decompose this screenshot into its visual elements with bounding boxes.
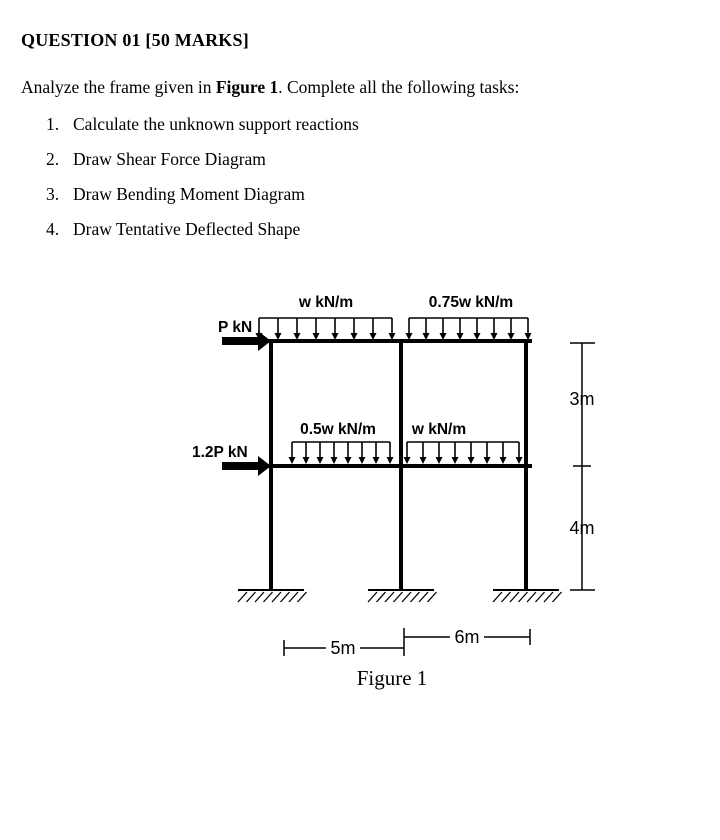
intro-suffix: . Complete all the following tasks: — [278, 77, 520, 97]
udl-mid-left — [292, 442, 390, 457]
task-text: Draw Bending Moment Diagram — [73, 184, 305, 204]
point-load-label-top: P kN — [218, 319, 253, 336]
dim-label-3m: 3m — [569, 389, 595, 409]
task-number: 1. — [46, 114, 60, 134]
question-heading: QUESTION 01 [50 MARKS] — [21, 30, 249, 50]
udl-label-mid-right: w kN/m — [411, 421, 467, 438]
question-text-block — [0, 0, 720, 247]
udl-top-right — [409, 318, 528, 333]
load-labels — [192, 294, 513, 461]
task-list — [21, 107, 700, 247]
intro-figure-ref: Figure 1 — [215, 77, 279, 97]
dimension-right — [570, 343, 595, 590]
task-item-2 — [21, 142, 700, 177]
task-number: 2. — [46, 149, 60, 169]
task-text: Calculate the unknown support reactions — [73, 114, 359, 134]
dim-label-6m: 6m — [454, 627, 480, 647]
task-number: 4. — [46, 219, 60, 239]
figure-1 — [180, 288, 620, 700]
task-text: Draw Tentative Deflected Shape — [73, 219, 301, 239]
udl-label-top-left: w kN/m — [298, 294, 354, 311]
udl-top-left — [259, 318, 392, 333]
question-intro — [21, 77, 700, 98]
middle-fixed-support — [368, 590, 437, 602]
supports — [238, 590, 562, 602]
udl-label-top-right: 0.75w kN/m — [428, 294, 514, 311]
dim-label-5m: 5m — [330, 638, 356, 658]
udl-label-mid-left: 0.5w kN/m — [300, 421, 376, 438]
task-item-1 — [21, 107, 700, 142]
dim-label-4m: 4m — [569, 518, 595, 538]
right-fixed-support — [493, 590, 562, 602]
intro-prefix: Analyze the frame given in — [21, 77, 216, 97]
task-item-4 — [21, 212, 700, 247]
point-load-label-mid: 1.2P kN — [192, 444, 248, 461]
task-number: 3. — [46, 184, 60, 204]
dimension-bottom — [284, 628, 530, 656]
frame-figure-svg — [180, 288, 620, 700]
task-text: Draw Shear Force Diagram — [73, 149, 266, 169]
figure-caption: Figure 1 — [356, 666, 428, 690]
frame-members — [258, 339, 532, 590]
task-item-3 — [21, 177, 700, 212]
udl-mid-right — [407, 442, 519, 457]
left-fixed-support — [238, 590, 307, 602]
